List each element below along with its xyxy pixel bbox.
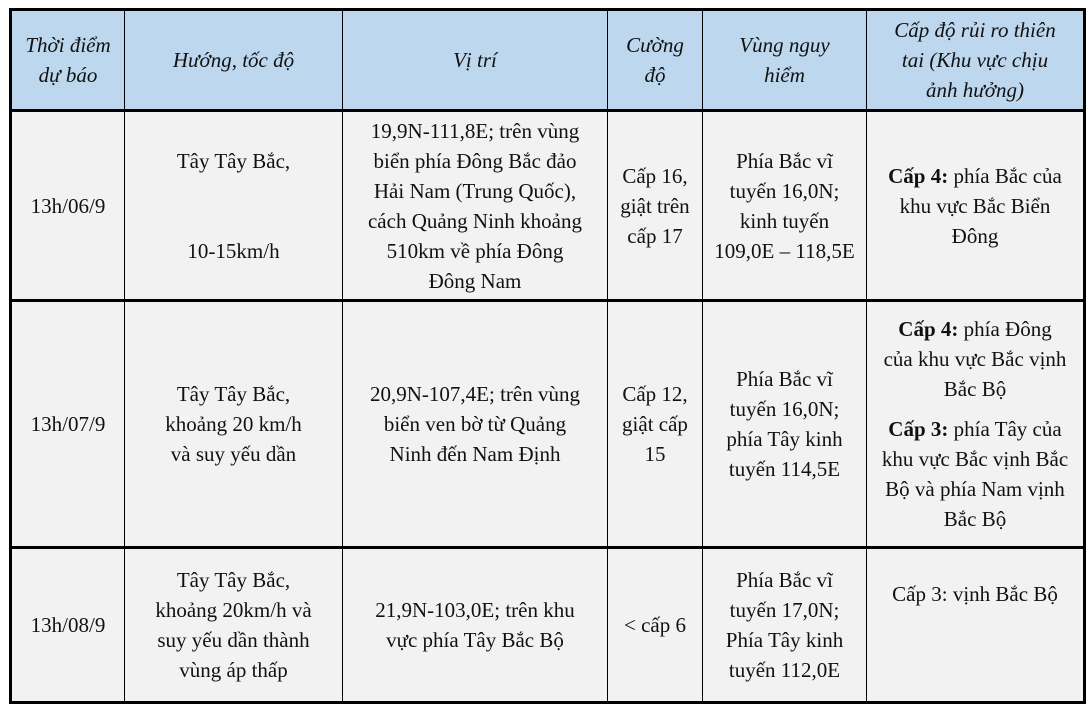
direction-text: Tây Tây Bắc, (176, 148, 291, 173)
header-risk-level: Cấp độ rủi ro thiên tai (Khu vực chịu ảnh hưởng) (867, 10, 1085, 111)
risk-area: phía Tây của khu vực Bắc vịnh Bắc Bộ và phía Nam vịnh Bắc Bộ (881, 417, 1069, 531)
table-row (11, 548, 1085, 703)
cell-risk-level (867, 111, 1085, 301)
cell-danger-zone: Phía Bắc vĩ tuyến 17,0N; Phía Tây kinh tuyến 112,0E (703, 548, 867, 703)
risk-area: phía Đông của khu vực Bắc vịnh Bắc Bộ (883, 317, 1067, 401)
risk-level: Cấp 4: (898, 317, 959, 341)
cell-intensity: < cấp 6 (608, 548, 703, 703)
cell-time: 13h/06/9 (11, 111, 125, 301)
cell-position: 21,9N-103,0E; trên khu vực phía Tây Bắc Bộ (343, 548, 608, 703)
cell-position: 20,9N-107,4E; trên vùng biển ven bờ từ Quảng Ninh đến Nam Định (343, 301, 608, 548)
cell-time: 13h/08/9 (11, 548, 125, 703)
cell-direction (125, 111, 343, 301)
cell-intensity: Cấp 16, giật trên cấp 17 (608, 111, 703, 301)
risk-area: phía Bắc của khu vực Bắc Biển Đông (899, 163, 1062, 248)
header-direction: Hướng, tốc độ (125, 10, 343, 111)
cell-danger-zone: Phía Bắc vĩ tuyến 16,0N; phía Tây kinh tuyến 114,5E (703, 301, 867, 548)
cell-direction: Tây Tây Bắc, khoảng 20 km/h và suy yếu dần (125, 301, 343, 548)
header-intensity: Cường độ (608, 10, 703, 111)
table-row (11, 111, 1085, 301)
table-row (11, 301, 1085, 548)
risk-level: Cấp 3: (888, 417, 949, 441)
cell-intensity: Cấp 12, giật cấp 15 (608, 301, 703, 548)
forecast-table (9, 8, 1086, 704)
cell-risk-level: Cấp 3: vịnh Bắc Bộ (867, 548, 1085, 703)
cell-time: 13h/07/9 (11, 301, 125, 548)
header-time: Thời điểm dự báo (11, 10, 125, 111)
header-row (11, 10, 1085, 111)
cell-position: 19,9N-111,8E; trên vùng biển phía Đông Bắc đảo Hải Nam (Trung Quốc), cách Quảng Ninh khoảng 510km về phía Đông Đông Nam (343, 111, 608, 301)
cell-risk-level (867, 301, 1085, 548)
header-danger-zone: Vùng nguy hiểm (703, 10, 867, 111)
header-position: Vị trí (343, 10, 608, 111)
cell-danger-zone: Phía Bắc vĩ tuyến 16,0N; kinh tuyến 109,0E – 118,5E (703, 111, 867, 301)
risk-level: Cấp 4: (888, 163, 949, 188)
speed-text: 10-15km/h (187, 238, 280, 263)
cell-direction: Tây Tây Bắc, khoảng 20km/h và suy yếu dần thành vùng áp thấp (125, 548, 343, 703)
